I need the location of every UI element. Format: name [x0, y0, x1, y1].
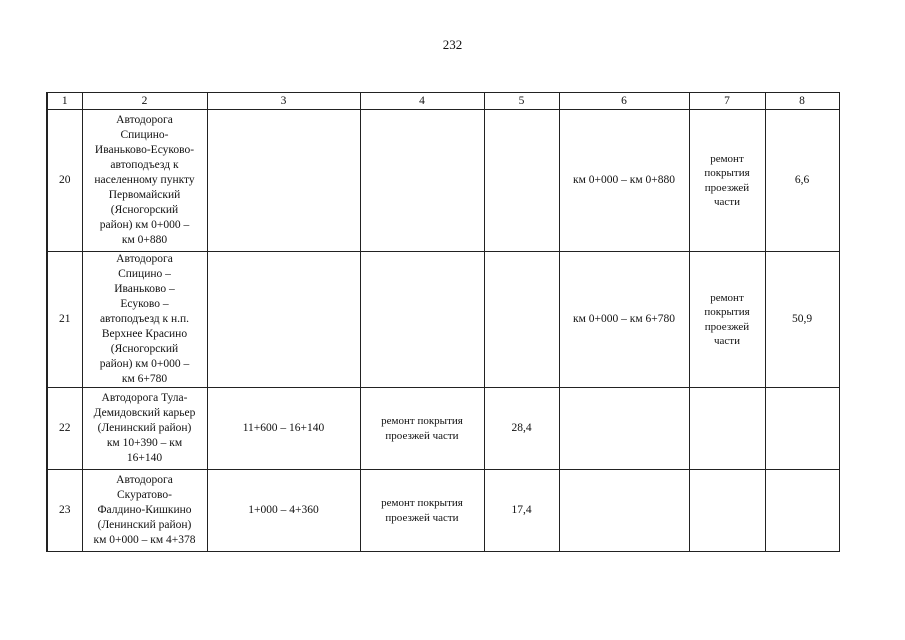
work-type-cell	[360, 470, 484, 552]
road-name-line: км 10+390 – км	[106, 437, 183, 449]
road-name-line: населенному пункту	[94, 174, 195, 186]
length-cell-2: 50,9	[765, 252, 839, 388]
road-name-line: (Ясногорский	[110, 343, 179, 355]
row-number: 21	[47, 252, 82, 388]
road-name-cell	[82, 252, 207, 388]
header-cell: 4	[360, 93, 484, 110]
work-type-line: проезжей	[704, 181, 750, 194]
row-number: 23	[47, 470, 82, 552]
work-type-line: ремонт покрытия	[381, 415, 463, 427]
road-name-line: Спицино-	[120, 129, 169, 141]
road-name-line: Демидовский карьер	[93, 407, 196, 419]
road-name-line: Иваньково-Есуково-	[94, 144, 195, 156]
road-name-line: Иваньково –	[114, 283, 175, 295]
section-cell: 1+000 – 4+360	[207, 470, 360, 552]
work-type-cell	[360, 110, 484, 252]
work-type-line: части	[714, 335, 740, 347]
header-cell: 6	[559, 93, 689, 110]
road-name-line: Фалдино-Кишкино	[97, 504, 192, 516]
road-name-cell	[82, 470, 207, 552]
header-cell: 7	[689, 93, 765, 110]
header-cell: 2	[82, 93, 207, 110]
work-type-cell	[360, 388, 484, 470]
length-cell	[484, 252, 559, 388]
work-type-line: проезжей части	[385, 429, 459, 442]
work-type-line: покрытия	[704, 167, 750, 179]
road-name-line: Автодорога	[116, 474, 173, 486]
page-number: 232	[442, 37, 463, 52]
road-name-line: Автодорога Тула-	[101, 392, 188, 404]
work-type-line: проезжей	[704, 320, 750, 333]
road-name-line: (Ленинский район)	[97, 422, 192, 434]
road-name-line: Первомайский	[108, 189, 181, 201]
table-row	[47, 252, 839, 388]
work-type-cell-2	[689, 252, 765, 388]
road-name-cell	[82, 110, 207, 252]
length-cell	[484, 110, 559, 252]
section-cell: 11+600 – 16+140	[207, 388, 360, 470]
header-cell: 3	[207, 93, 360, 110]
section-cell-2: км 0+000 – км 6+780	[559, 252, 689, 388]
row-number: 20	[47, 110, 82, 252]
work-type-line: покрытия	[704, 306, 750, 318]
road-name-line: Автодорога	[116, 253, 173, 265]
header-cell: 5	[484, 93, 559, 110]
header-row	[47, 93, 839, 110]
table-row	[47, 388, 839, 470]
header-cell: 8	[765, 93, 839, 110]
length-cell: 28,4	[484, 388, 559, 470]
length-cell-2: 6,6	[765, 110, 839, 252]
work-type-line: проезжей части	[385, 511, 459, 524]
road-name-line: (Ленинский район)	[97, 519, 192, 531]
row-number: 22	[47, 388, 82, 470]
length-cell-2	[765, 388, 839, 470]
section-cell-2: км 0+000 – км 0+880	[559, 110, 689, 252]
work-type-cell-2	[689, 110, 765, 252]
length-cell: 17,4	[484, 470, 559, 552]
road-name-line: км 0+000 – км 4+378	[93, 534, 196, 546]
work-type-line: ремонт	[710, 152, 744, 165]
work-type-cell-2	[689, 470, 765, 552]
length-cell-2	[765, 470, 839, 552]
table-row	[47, 110, 839, 252]
road-name-line: район) км 0+000 –	[99, 219, 190, 231]
road-repair-table	[46, 92, 840, 552]
road-name-line: автоподъезд к н.п.	[99, 313, 190, 325]
section-cell-2	[559, 470, 689, 552]
header-cell: 1	[47, 93, 82, 110]
table-row	[47, 470, 839, 552]
road-name-line: 16+140	[126, 452, 163, 464]
road-name-line: Автодорога	[116, 114, 173, 126]
road-name-line: Спицино –	[118, 268, 171, 280]
section-cell	[207, 252, 360, 388]
work-type-line: ремонт	[710, 291, 744, 304]
work-type-cell-2	[689, 388, 765, 470]
road-name-line: автоподъезд к	[110, 159, 179, 171]
section-cell	[207, 110, 360, 252]
road-name-line: Скуратово-	[117, 489, 172, 501]
road-name-line: Верхнее Красино	[101, 328, 188, 340]
road-name-line: км 0+880	[121, 234, 168, 246]
section-cell-2	[559, 388, 689, 470]
road-name-line: Есуково –	[120, 298, 169, 310]
work-type-line: части	[714, 196, 740, 208]
road-name-line: район) км 0+000 –	[99, 358, 190, 370]
road-name-line: км 6+780	[121, 373, 168, 385]
road-name-line: (Ясногорский	[110, 204, 179, 216]
road-name-cell	[82, 388, 207, 470]
work-type-cell	[360, 252, 484, 388]
work-type-line: ремонт покрытия	[381, 497, 463, 509]
